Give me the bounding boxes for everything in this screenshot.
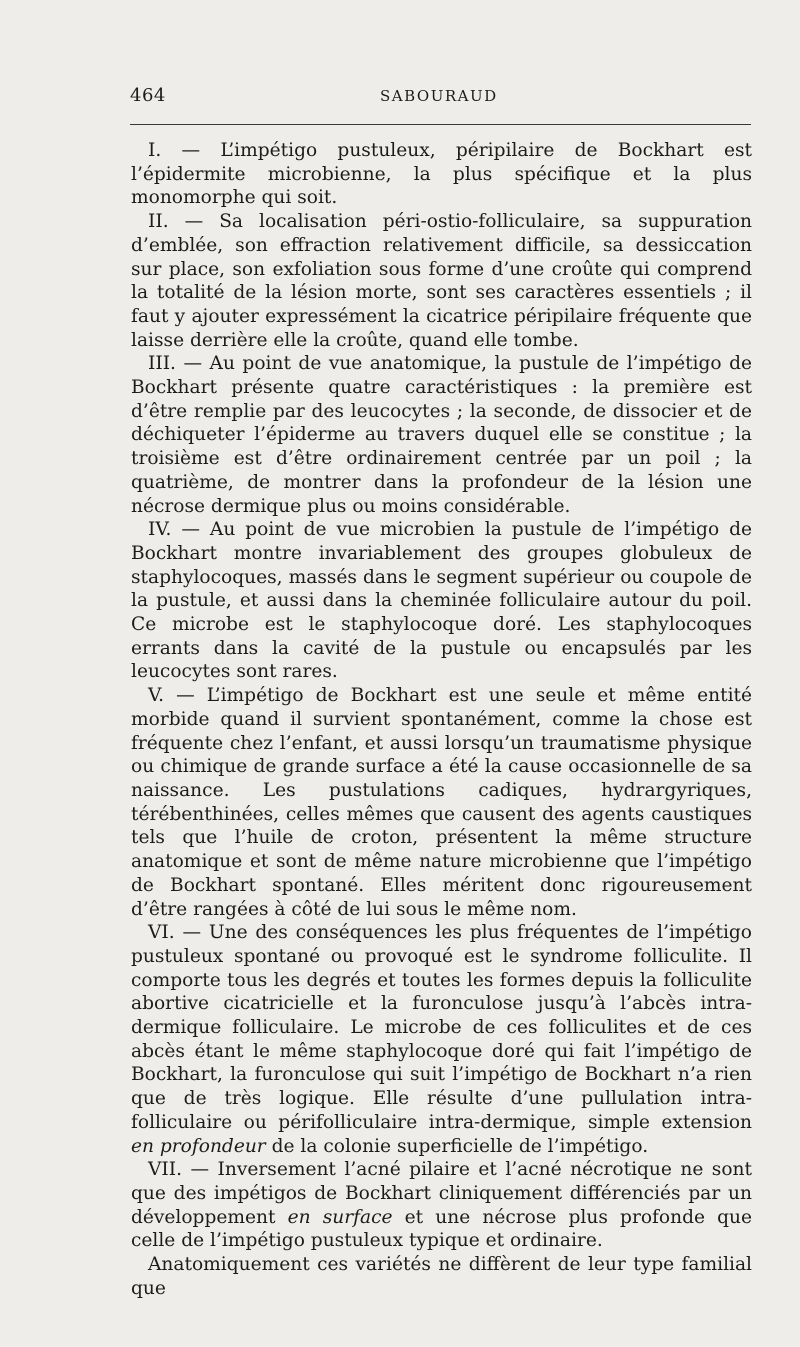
- paragraph-5: V. — L’impétigo de Bockhart est une seule et même entité morbide quand il survient spontanément, comme la chose est fréquente chez l’enfant, et aussi lorsqu’un traumatisme physique ou chimique de grande surface a été la cause occasionnelle de sa naissance. Les pustulations cadiques, hydrargyriques, térébenthinées, celles mêmes que causent des agents caustiques tels que l’huile de croton, présentent la même structure anatomique et sont de même nature microbienne que l’impétigo de Bockhart spontané. Elles méritent donc rigoureusement d’être rangées à côté de lui sous le même nom.: [131, 685, 752, 920]
- paragraph-6: [131, 921, 752, 1158]
- paragraph-7-text-after: et une nécrose plus profonde que celle de l’impétigo pustuleux typique et ordinaire.: [131, 1206, 753, 1252]
- paragraph-6-text-before: VI. — Une des conséquences les plus fréquentes de l’impétigo pustuleux spontané ou provoqué est le syndrome folliculite. Il comporte tous les degrés et toutes les formes depuis la folliculite abortive cicatricielle et la furonculose jusqu’à l’abcès intra-dermique folliculaire. Le microbe de ces folliculites et de ces abcès étant le même staphylocoque doré qui fait l’impétigo de Bockhart, la furonculose qui suit l’impétigo de Bockhart n’a rien que de très logique. Elle résulte d’une pullulation intra-folliculaire ou périfolliculaire intra-dermique, simple extension: [131, 922, 752, 1133]
- paragraph-4: IV. — Au point de vue microbien la pustule de l’impétigo de Bockhart montre invariablement des groupes globuleux de staphylocoques, massés dans le segment supérieur ou coupole de la pustule, et aussi dans la cheminée folliculaire autour du poil. Ce microbe est le staphylocoque doré. Les staphylocoques errants dans la cavité de la pustule ou encapsulés par les leucocytes sont rares.: [131, 519, 752, 683]
- page-header: [130, 85, 751, 113]
- paragraph-7-emphasis: en surface: [287, 1206, 393, 1228]
- header-rule: [130, 124, 751, 125]
- paragraph-7: [131, 1158, 752, 1253]
- paragraph-2: II. — Sa localisation péri-ostio-folliculaire, sa suppuration d’emblée, son effraction relativement difficile, sa dessiccation sur place, son exfoliation sous forme d’une croûte qui comprend la totalité de la lésion morte, sont ses caractères essentiels ; il faut y ajouter expressément la cicatrice péripilaire fréquente que laisse derrière elle la croûte, quand elle tombe.: [131, 211, 752, 351]
- running-title: SABOURAUD: [380, 87, 498, 105]
- body-text: [131, 139, 752, 1300]
- paragraph-1: I. — L’impétigo pustuleux, péripilaire de Bockhart est l’épidermite microbienne, la plus spécifique et la plus monomorphe qui soit.: [131, 140, 752, 209]
- paragraph-7-text-before: VII. — Inversement l’acné pilaire et l’acné nécrotique ne sont que des impétigos de Bockhart cliniquement différenciés par un développement: [131, 1159, 752, 1228]
- paragraph-6-text-after: de la colonie superficielle de l’impétigo.: [265, 1135, 649, 1157]
- paragraph-3: III. — Au point de vue anatomique, la pustule de l’impétigo de Bockhart présente quatre caractéristiques : la première est d’être remplie par des leucocytes ; la seconde, de dissocier et de déchiqueter l’épiderme au travers duquel elle se constitue ; la troisième est d’être ordinairement centrée par un poil ; la quatrième, de montrer dans la profondeur de la lésion une nécrose dermique plus ou moins considérable.: [131, 353, 752, 517]
- paragraph-6-emphasis: en profondeur: [131, 1135, 266, 1157]
- paragraph-8: Anatomiquement ces variétés ne diffèrent de leur type familial que: [131, 1254, 752, 1299]
- page-number: 464: [130, 85, 166, 106]
